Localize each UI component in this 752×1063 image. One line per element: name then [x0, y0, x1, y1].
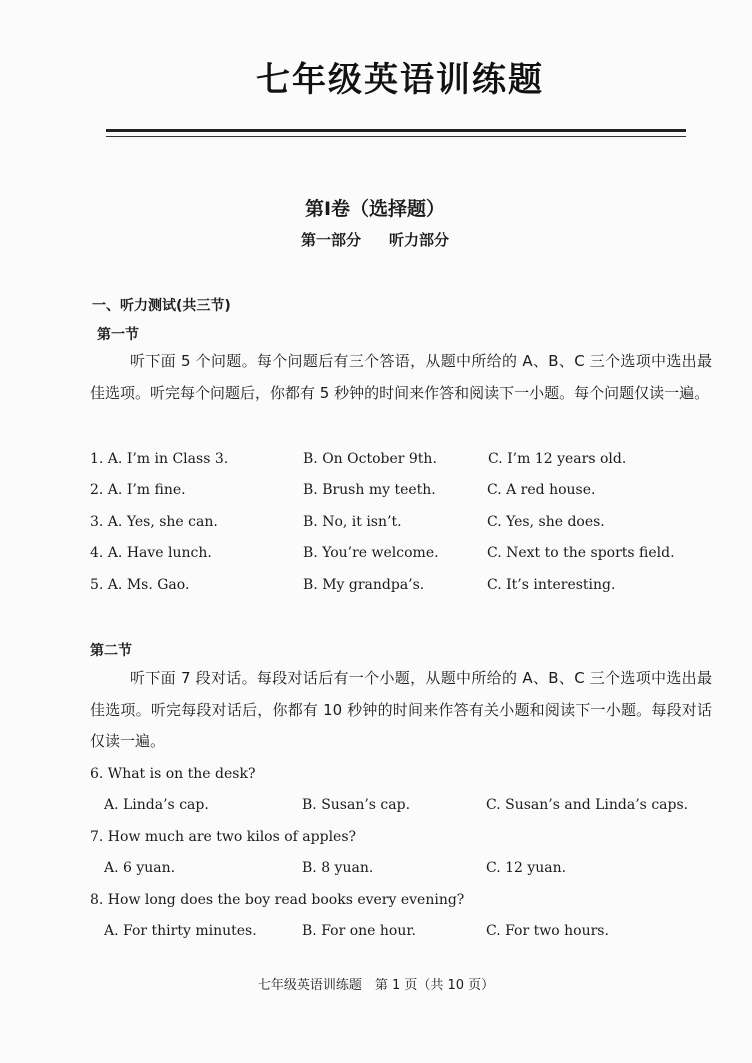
option-b: B. No, it isn’t. [303, 514, 402, 530]
option-c: C. 12 yuan. [486, 860, 567, 876]
question-options [90, 797, 730, 817]
option-a: A. For thirty minutes. [104, 923, 257, 939]
option-c: C. Susan’s and Linda’s caps. [486, 797, 689, 813]
option-a: A. 6 yuan. [104, 860, 176, 876]
question-stem: 6. What is on the desk? [90, 766, 256, 782]
option-c: C. It’s interesting. [487, 577, 616, 593]
option-c: C. I’m 12 years old. [488, 451, 627, 467]
question-row [90, 514, 730, 534]
option-c: C. Yes, she does. [487, 514, 605, 530]
section-main-heading: 一、听力测试(共三节) [92, 298, 231, 314]
option-b: B. Brush my teeth. [303, 482, 436, 498]
section2-heading: 第二节 [90, 643, 132, 659]
option-a: 5. A. Ms. Gao. [90, 577, 190, 593]
title-rule-thick [106, 129, 686, 132]
part-name: 听力部分 [389, 231, 450, 249]
option-a: 1. A. I’m in Class 3. [90, 451, 229, 467]
part-heading [200, 229, 550, 250]
option-b: B. 8 yuan. [302, 860, 374, 876]
page-title: 七年级英语训练题 [256, 60, 544, 100]
question-row [90, 482, 730, 502]
part-number: 第一部分 [300, 231, 361, 249]
question-options [90, 923, 730, 943]
question-options [90, 860, 730, 880]
section1-instructions: 听下面 5 个问题。每个问题后有三个答语，从题中所给的 A、B、C 三个选项中选出最佳选项。听完每个问题后，你都有 5 秒钟的时间来作答和阅读下一小题。每个问题仅读一遍。 [90, 352, 712, 402]
option-b: B. You’re welcome. [303, 545, 439, 561]
section2-instructions: 听下面 7 段对话。每段对话后有一个小题，从题中所给的 A、B、C 三个选项中选出最佳选项。听完每段对话后，你都有 10 秒钟的时间来作答有关小题和阅读下一小题。每段对话仅读一遍。 [90, 669, 712, 750]
option-a: 4. A. Have lunch. [90, 545, 212, 561]
question-row [90, 545, 730, 565]
question-row [90, 451, 730, 471]
title-rule-thin [106, 136, 686, 137]
option-a: 2. A. I’m fine. [90, 482, 186, 498]
option-c: C. Next to the sports field. [487, 545, 675, 561]
option-b: B. My grandpa’s. [303, 577, 425, 593]
page-footer: 七年级英语训练题 第 1 页（共 10 页） [257, 978, 495, 993]
question-stem: 7. How much are two kilos of apples? [90, 829, 357, 845]
option-c: C. For two hours. [486, 923, 609, 939]
option-b: B. For one hour. [302, 923, 416, 939]
option-a: A. Linda’s cap. [104, 797, 209, 813]
option-b: B. On October 9th. [303, 451, 437, 467]
volume-heading: 第Ⅰ卷（选择题） [304, 198, 446, 220]
question-row [90, 577, 730, 597]
option-b: B. Susan’s cap. [302, 797, 411, 813]
option-a: 3. A. Yes, she can. [90, 514, 218, 530]
section1-heading: 第一节 [97, 327, 139, 343]
question-stem: 8. How long does the boy read books every evening? [90, 892, 465, 908]
option-c: C. A red house. [487, 482, 596, 498]
